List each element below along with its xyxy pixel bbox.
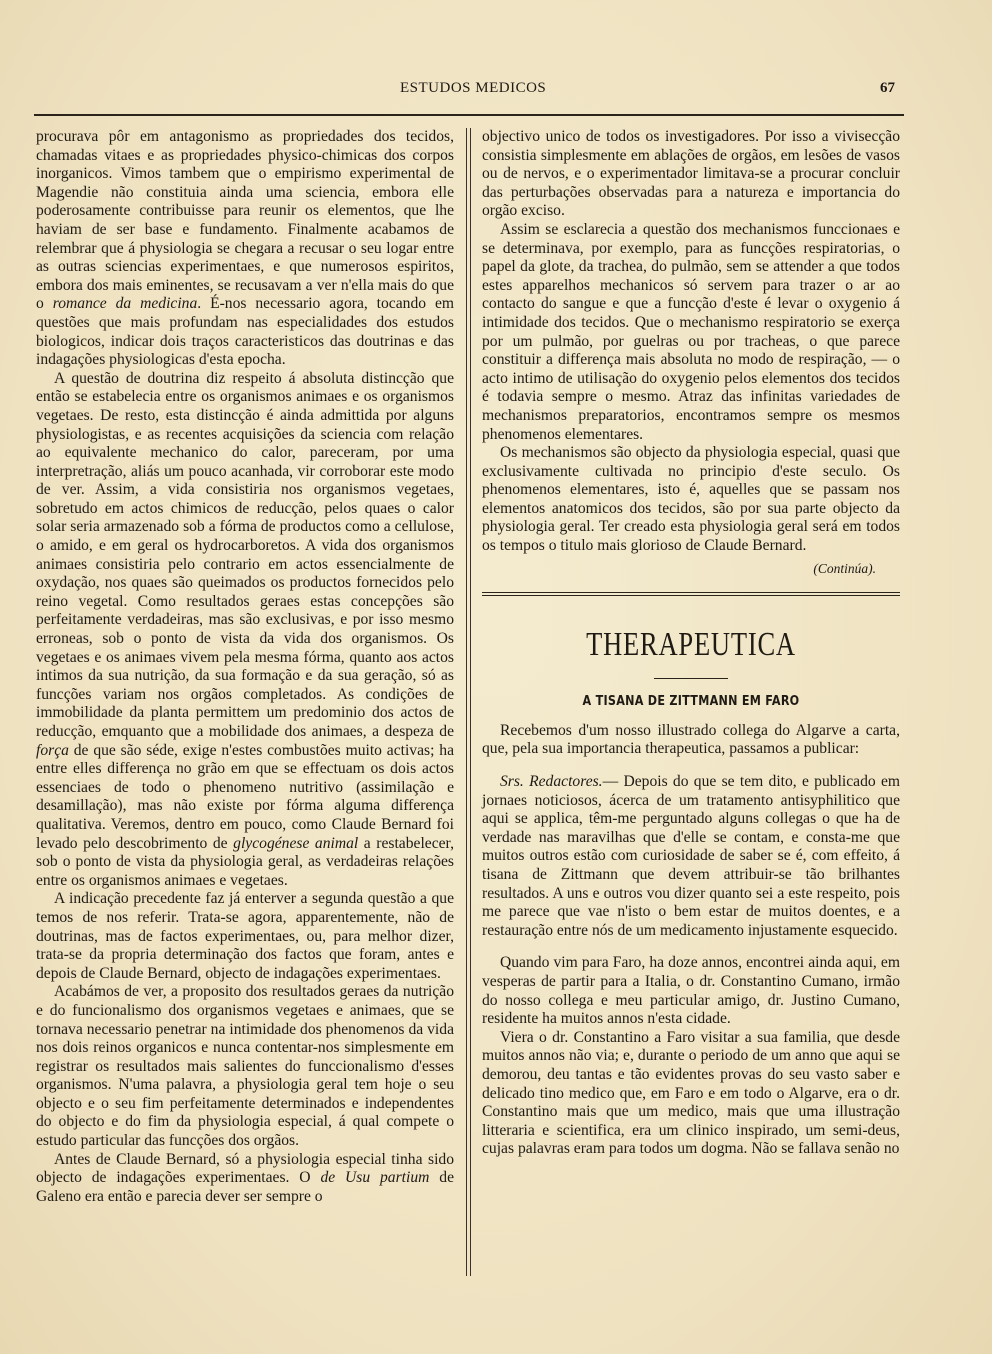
right-column: [482, 128, 900, 1159]
left-column: [36, 128, 454, 1206]
continued-note: (Continúa).: [813, 560, 876, 576]
running-title: ESTUDOS MEDICOS: [400, 80, 547, 96]
text-run: procurava pôr em antagonismo as propriedades dos tecidos, chamadas vitaes e as propriedades physico-chimicas dos corpos inorganicos. Vimos tambem que o empirismo experimental de Magendie não constituia ainda uma sciencia, embora elle poderosamente contribuisse para reunir os elementos, que lhe haviam de ser base e fundamento. Finalmente acabamos de relembrar que á physiologia se chegara a recusar o seu logar entre as outras sciencias experimentaes, e que numerosos espiritos, embora dos mais eminentes, se recusavam a ver n'ella mais do que o: [36, 128, 454, 313]
section-title: THERAPEUTICA: [586, 626, 796, 664]
text-run: de Galeno era então e parecia dever ser sempre o: [36, 1169, 454, 1205]
text-run: — Depois do que se tem dito, e publicado em jornaes noticiosos, ácerca de um tratamento antisyphilitico que aqui se applica, têm-me perguntado alguns collegas o que ha de verdade nas maravilhas que d'elle se contam, e consta-me que muitos outros estão com curiosidade de saber se é, com effeito, á tisana de Zittmann que devem attribuir-se tão brilhantes resultados. A uns e outros vou dizer quanto sei a este respeito, pois me parece que vae n'isto o bem estar de muitos doentes, e a restauração entre nós de um medicamento injustamente esquecido.: [482, 773, 900, 939]
paragraph: Recebemos d'um nosso illustrado collega do Algarve a carta, que, pela sua importancia therapeutica, passamos a publicar:: [482, 721, 900, 758]
text-run: a restabelecer, sob o ponto de vista da physiologia geral, as verdadeiras relações entre os organismos animaes e vegetaes.: [36, 834, 455, 889]
paragraph: [36, 128, 454, 370]
article-title: A TISANA DE ZITTMANN EM FARO: [582, 694, 800, 710]
column-divider: [470, 128, 471, 1276]
spacer: [482, 759, 900, 773]
paragraph: A indicação precedente faz já enterver a segunda questão a que temos de nos referir. Trata-se agora, apparentemente, não de doutrinas, mas de factos experimentaes, ou, para melhor dizer, trata-se da propria determinação dos factos que foram, antes e depois de Claude Bernard, objecto de indagações experimentaes.: [36, 890, 454, 982]
rule-line: [482, 595, 900, 596]
paragraph: Assim se esclarecia a questão dos mechanismos funccionaes e se determinava, por exemplo, para as funcções respiratorias, o papel da glote, da trachea, do pulmão, sem se attender a que todos estes apparelhos mechanicos só servem para trazer o ar ao contacto do sangue e que a funcção d'este é levar o oxygenio á intimidade dos tecidos. Que o mechanismo respiratorio se exerça por um pulmão, por guelras ou por tracheas, o que parece constituir a differença mais absoluta no modo de respiração, — o acto intimo de utilisação do oxygenio pelos elementos dos tecidos é todavia sempre o mesmo. Atraz das infinitas variedades de mechanismos preparatorios, encontramos sempre os mesmos phenomenos elementares.: [482, 220, 900, 443]
text-run: . É-nos necessario agora, tocando em questões que mais profundam nas especialidades dos estudos biologicos, indicar dois traços caracteristicos das doutrinas e das indagações physiologicas d'esta epocha.: [36, 295, 454, 369]
paragraph: Os mechanismos são objecto da physiologia especial, quasi que exclusivamente cultivada no principio d'este seculo. Os phenomenos elementares, isto é, aquelles que se passam nos elementos anatomicos dos tecidos, são por sua parte objecto da physiologia geral. Ter creado esta physiologia geral será em todos os tempos o titulo mais glorioso de Claude Bernard.: [482, 444, 900, 555]
spacer: [482, 940, 900, 954]
page-number: 67: [880, 80, 895, 96]
text-run: Antes de Claude Bernard, só a physiologia especial tinha sido objecto de indagações experimentaes. O: [36, 1150, 454, 1187]
running-head: [0, 80, 992, 104]
italic-run: força: [36, 741, 69, 759]
paragraph: Viera o dr. Constantino a Faro visitar a sua familia, que desde muitos annos não via; e, durante o periodo de um anno que aqui se demorou, deu tantas e tão evidentes provas do seu vasto saber e delicado tino medico que, em Faro e em todo o Algarve, era o dr. Constantino mais que um medico, mais que uma illustração litteraria e scientifica, era um clinico inspirado, um semi-deus, cujas palavras eram para todos um dogma. Não se fallava senão no: [482, 1028, 900, 1158]
paragraph: [482, 773, 900, 940]
paragraph: [36, 1151, 454, 1207]
column-divider: [466, 128, 467, 1276]
italic-run: glycogénese animal: [233, 834, 359, 852]
short-rule: [654, 678, 728, 679]
paragraph: objectivo unico de todos os investigadores. Por isso a vivisecção consistia simplesmente em ablações de orgãos, em lesões de vasos ou de nervos, e o experimentador limitava-se a procurar concluir das perturbações observadas para a natureza e importancia do orgão exciso.: [482, 128, 900, 220]
text-run: A questão de doutrina diz respeito á absoluta distincção que então se estabelecia entre os organismos animaes e os organismos vegetaes. De resto, esta distincção é ainda admittida por alguns physiologistas, e as recentes acquisições da sciencia com relação ao equivalente mechanico do calor, pareceram, por uma interpretração, aliás um pouco acanhada, vir corroborar este modo de ver. Assim, a vida consistiria nos organismos vegetaes, sobretudo em actos chimicos de reducção, pelos quaes o calor solar seria armazenado sob a fórma de productos como a cellulose, o amido, e em geral os hydrocarboretos. A vida dos organismos animaes consistiria pelo contrario em actos essencialmente de oxydação, nos quaes são queimados os productos fornecidos pelo reino vegetal. Como resultados geraes estas concepções são perfeitamente verdadeiras, mas são exclusivas, e por isso mesmo erroneas, sob o ponto de vista da vida dos organismos. Os vegetaes e os animaes vivem pela mesma fórma, quanto aos actos intimos da sua nutrição, da sua formação e da sua geração, só as funcções variam nos orgãos completados. As condições de immobilidade da planta permittem um predominio dos actos de reducção, emquanto que a mobilidade dos animaes, a despeza de: [36, 369, 454, 740]
rule-line: [482, 592, 900, 593]
italic-run: Srs. Redactores.: [500, 773, 603, 791]
italic-run: romance da medicina: [52, 295, 198, 313]
section-rule: [482, 592, 900, 600]
italic-run: de Usu partium: [320, 1169, 430, 1187]
text-run: de que são séde, exige n'estes combustões muito activas; ha entre elles differença no grão em que se effectuam os dois actos essenciaes de todo o phenomeno nutritivo (assimilação e desamillação), mas não existe por fórma alguma differença qualitativa. Veremos, dentro em pouco, como Claude Bernard foi levado pelo descobrimento de: [36, 741, 454, 852]
paragraph: [36, 370, 454, 891]
paragraph: Acabámos de ver, a proposito dos resultados geraes da nutrição e do funcionalismo dos organismos vegetaes e animaes, que se tornava necessario penetrar na intimidade dos phenomenos da vida nos dois reinos organicos e nunca contentar-nos simplesmente em registrar os resultados mais salientes do funccionalismo d'esses organismos. N'uma palavra, a physiologia geral tem hoje o seu objecto e o seu fim perfeitamente determinados e independentes do objecto e do fim da physiologia especial, á qual compete o estudo particular das funcções dos orgãos.: [36, 983, 454, 1150]
header-rule: [34, 114, 904, 116]
paragraph: Quando vim para Faro, ha doze annos, encontrei ainda aqui, em vesperas de partir para a Italia, o dr. Constantino Cumano, irmão do nosso collega e meu particular amigo, dr. Justino Cumano, residente ha muitos annos n'esta cidade.: [482, 954, 900, 1028]
